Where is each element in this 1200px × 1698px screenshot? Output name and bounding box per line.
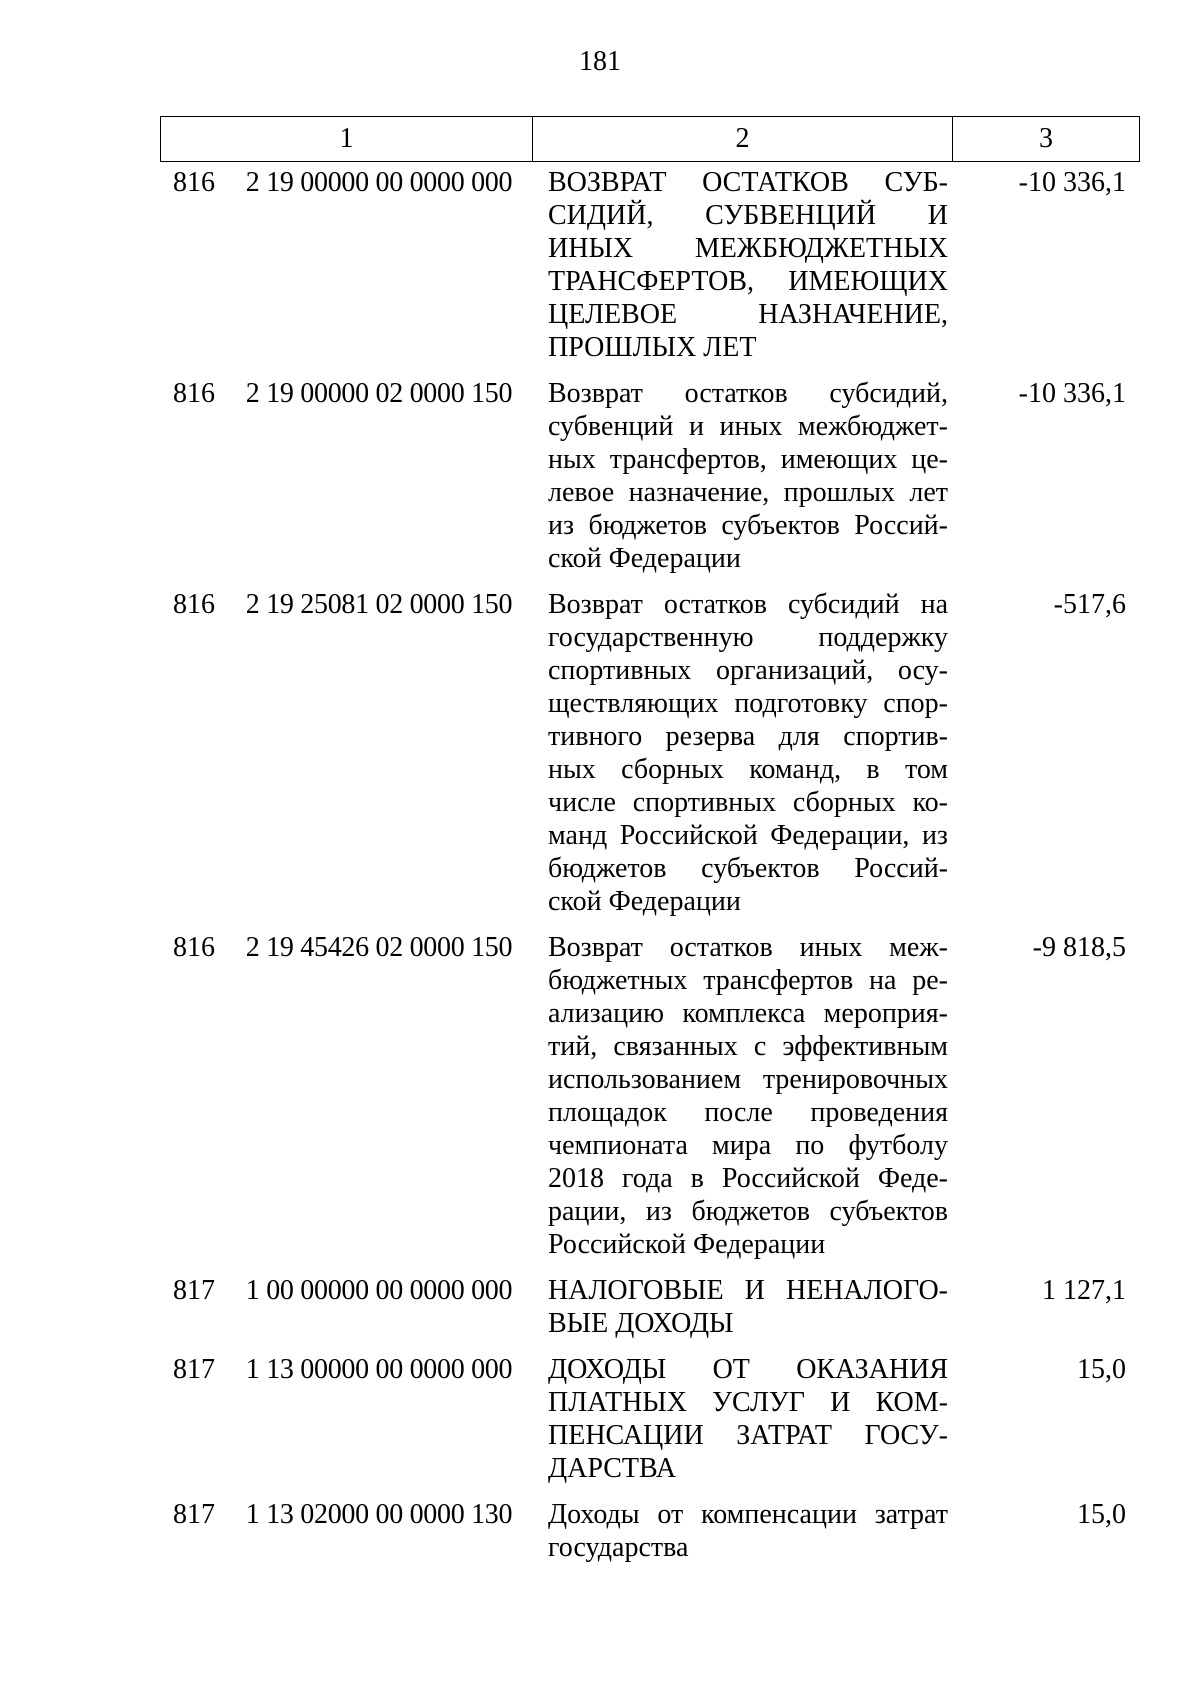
amount-value: -10 336,1 (1018, 167, 1126, 198)
income-name-line: ВЫЕ ДОХОДЫ (548, 1308, 734, 1339)
income-name-line: ЦЕЛЕВОЕ НАЗНАЧЕНИЕ, (548, 299, 948, 330)
income-name-line: ДАРСТВА (548, 1453, 677, 1484)
income-name-line: Российской Федерации (548, 1229, 826, 1260)
table-body (160, 166, 1140, 1577)
income-name-line: ВОЗВРАТ ОСТАТКОВ СУБ- (548, 167, 948, 198)
income-name-line: ской Федерации (548, 543, 741, 574)
income-name-line: ПЕНСАЦИИ ЗАТРАТ ГОСУ- (548, 1420, 948, 1451)
amount-value: 15,0 (1077, 1354, 1126, 1385)
header-col-1: 1 (161, 117, 533, 161)
income-name (548, 1353, 948, 1485)
admin-code: 816 (173, 167, 215, 198)
table-row (160, 166, 1140, 364)
budget-code: 1 13 02000 00 0000 130 (245, 1499, 513, 1530)
income-name-line: ПЛАТНЫХ УСЛУГ И КОМ- (548, 1387, 948, 1418)
income-name-line: бюджетных трансфертов на ре- (548, 965, 948, 996)
table-row (160, 377, 1140, 575)
table-row (160, 1498, 1140, 1564)
income-name-line: Доходы от компенсации затрат (548, 1499, 948, 1530)
income-name-line: рации, из бюджетов субъектов (548, 1196, 948, 1227)
header-col-2: 2 (533, 117, 953, 161)
budget-code: 1 00 00000 00 0000 000 (245, 1275, 513, 1306)
income-name-line: ТРАНСФЕРТОВ, ИМЕЮЩИХ (548, 266, 948, 297)
income-name-line: государства (548, 1532, 689, 1563)
budget-code: 2 19 25081 02 0000 150 (245, 589, 513, 620)
income-name-line: государственную поддержку (548, 622, 948, 653)
table-row (160, 1353, 1140, 1485)
amount-value: -10 336,1 (1018, 378, 1126, 409)
admin-code: 816 (173, 378, 215, 409)
table-row (160, 1274, 1140, 1340)
income-name-line: спортивных организаций, осу- (548, 655, 948, 686)
page-number: 181 (579, 46, 621, 77)
income-name-line: ДОХОДЫ ОТ ОКАЗАНИЯ (548, 1354, 948, 1385)
budget-code: 2 19 00000 00 0000 000 (245, 167, 513, 198)
amount-value: -517,6 (1053, 589, 1126, 620)
admin-code: 816 (173, 932, 215, 963)
amount-value: 15,0 (1077, 1499, 1126, 1530)
income-name (548, 588, 948, 918)
header-col-3: 3 (1039, 123, 1053, 154)
income-name-line: Возврат остатков субсидий, (548, 378, 948, 409)
income-name-line: тий, связанных с эффективным (548, 1031, 948, 1062)
income-name-line: Возврат остатков иных меж- (548, 932, 948, 963)
income-name-line: манд Российской Федерации, из (548, 820, 948, 851)
income-name-line: использованием тренировочных (548, 1064, 948, 1095)
table-row (160, 588, 1140, 918)
table-header (160, 116, 1140, 162)
income-name-line: площадок после проведения (548, 1097, 948, 1128)
admin-code: 816 (173, 589, 215, 620)
income-name (548, 377, 948, 575)
amount-value: -9 818,5 (1032, 932, 1126, 963)
income-name-line: бюджетов субъектов Россий- (548, 853, 948, 884)
income-name-line: СИДИЙ, СУБВЕНЦИЙ И (548, 200, 948, 231)
income-name-line: ской Федерации (548, 886, 741, 917)
income-name-line: ПРОШЛЫХ ЛЕТ (548, 332, 757, 363)
income-name-line: ществляющих подготовку спор- (548, 688, 948, 719)
income-name-line: числе спортивных сборных ко- (548, 787, 948, 818)
income-name (548, 166, 948, 364)
income-name-line: субвенций и иных межбюджет- (548, 411, 948, 442)
income-name-line: Возврат остатков субсидий на (548, 589, 948, 620)
amount-value: 1 127,1 (1042, 1275, 1126, 1306)
admin-code: 817 (173, 1354, 215, 1385)
income-name-line: ных трансфертов, имеющих це- (548, 444, 948, 475)
income-name (548, 931, 948, 1261)
budget-code: 1 13 00000 00 0000 000 (245, 1354, 513, 1385)
income-name (548, 1498, 948, 1564)
income-name-line: 2018 года в Российской Феде- (548, 1163, 948, 1194)
income-name-line: ИНЫХ МЕЖБЮДЖЕТНЫХ (548, 233, 948, 264)
income-name-line: НАЛОГОВЫЕ И НЕНАЛОГО- (548, 1275, 948, 1306)
budget-code: 2 19 00000 02 0000 150 (245, 378, 513, 409)
income-name-line: из бюджетов субъектов Россий- (548, 510, 948, 541)
budget-code: 2 19 45426 02 0000 150 (245, 932, 513, 963)
income-name-line: тивного резерва для спортив- (548, 721, 948, 752)
income-name-line: ных сборных команд, в том (548, 754, 948, 785)
income-name-line: левое назначение, прошлых лет (548, 477, 948, 508)
income-name (548, 1274, 948, 1340)
income-name-line: ализацию комплекса мероприя- (548, 998, 948, 1029)
income-name-line: чемпионата мира по футболу (548, 1130, 948, 1161)
table-row (160, 931, 1140, 1261)
admin-code: 817 (173, 1275, 215, 1306)
admin-code: 817 (173, 1499, 215, 1530)
